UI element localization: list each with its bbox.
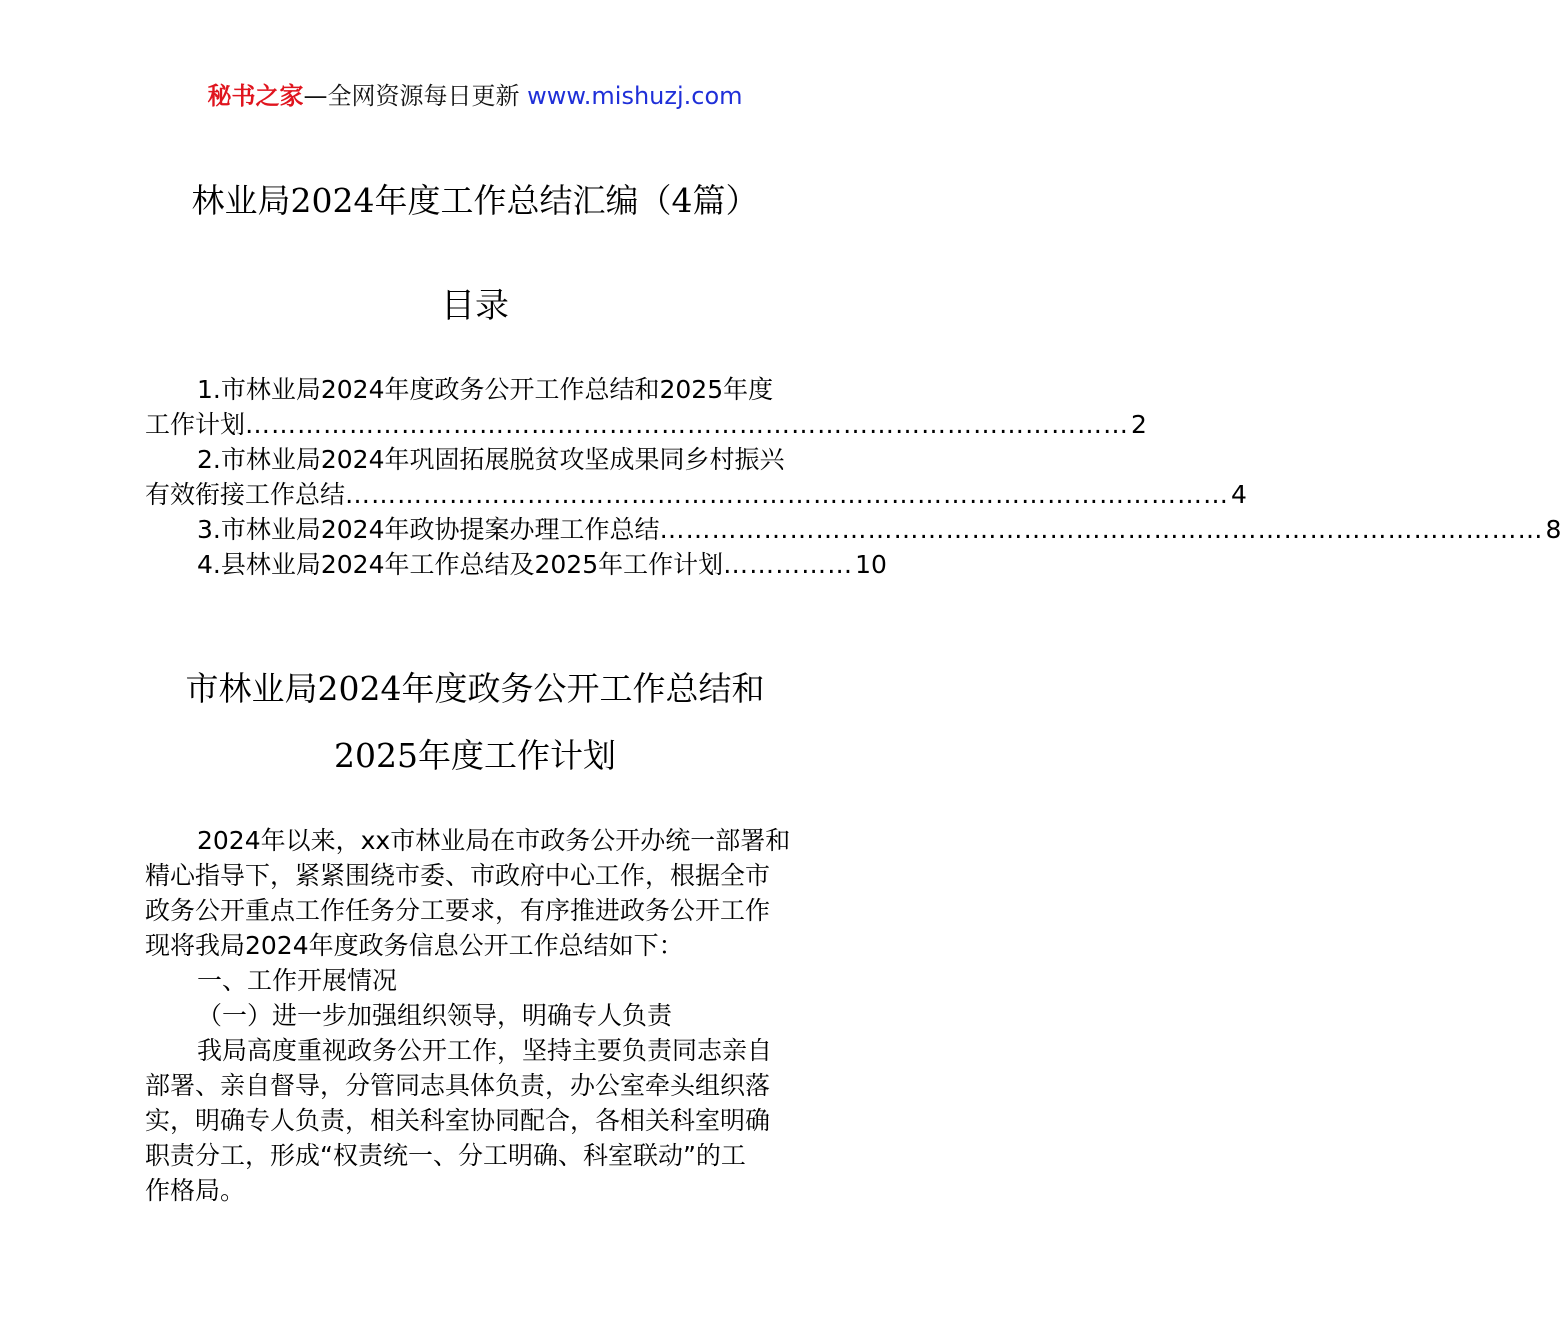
toc-item-text: 4.县林业局2024年工作总结及2025年工作计划 [197,550,724,579]
toc-leader-dots: …………… [723,550,854,579]
subsection-heading: （一）进一步加强组织领导，明确专人负责 [197,1001,673,1030]
paragraph-line: 实，明确专人负责，相关科室协同配合，各相关科室明确 [145,1106,771,1135]
header-slogan: —全网资源每日更新 [303,82,520,110]
toc-item-4[interactable] [145,547,887,582]
toc-page-number: 8 [1545,515,1561,544]
toc-item-text: 2.市林业局2024年巩固拓展脱贫攻坚成果同乡村振兴 [197,445,785,474]
toc-item-text: 有效衔接工作总结 [145,480,346,509]
paragraph-line: 2024年以来，xx市林业局在市政务公开办统一部署和 [197,826,791,855]
toc-page-number: 2 [1131,410,1147,439]
section-heading: 一、工作开展情况 [197,966,398,995]
paragraph-line: 职责分工，形成“权责统一、分工明确、科室联动”的工 [145,1141,746,1170]
paragraph-line: 政务公开重点工作任务分工要求，有序推进政务公开工作 [145,896,771,925]
site-header [0,80,950,112]
article-title-line-2: 2025年度工作计划 [334,736,616,775]
site-url-link[interactable]: www.mishuzj.com [527,82,743,110]
toc-heading: 目录 [441,286,509,326]
toc-page-number: 10 [855,550,887,579]
toc-item-1[interactable] [145,372,1147,442]
paragraph-line: 作格局。 [145,1176,246,1205]
toc-leader-dots: ………………………………………………………………………………………… [245,410,1130,439]
toc-item-text: 3.市林业局2024年政协提案办理工作总结 [197,515,660,544]
table-of-contents [145,372,1561,582]
paragraph-line: 部署、亲自督导，分管同志具体负责，办公室牵头组织落 [145,1071,771,1100]
brand-name: 秘书之家 [207,82,304,110]
article-body [145,823,805,1208]
paragraph-line: 精心指导下，紧紧围绕市委、市政府中心工作，根据全市 [145,861,771,890]
paragraph-organization [145,1033,805,1208]
toc-item-3[interactable] [145,512,1561,547]
toc-item-2[interactable] [145,442,1247,512]
paragraph-line: 现将我局2024年度政务信息公开工作总结如下： [145,931,684,960]
paragraph-line: 我局高度重视政务公开工作，坚持主要负责同志亲自 [197,1036,773,1065]
toc-page-number: 4 [1231,480,1247,509]
document-title: 林业局2024年度工作总结汇编（4篇） [191,181,759,220]
toc-item-text: 1.市林业局2024年度政务公开工作总结和2025年度 [197,375,774,404]
toc-leader-dots: ………………………………………………………………………………………… [345,480,1230,509]
toc-item-text: 工作计划 [145,410,246,439]
toc-leader-dots: ………………………………………………………………………………………… [659,515,1544,544]
paragraph-intro [145,823,805,963]
article-title-line-1: 市林业局2024年度政务公开工作总结和 [185,669,765,708]
